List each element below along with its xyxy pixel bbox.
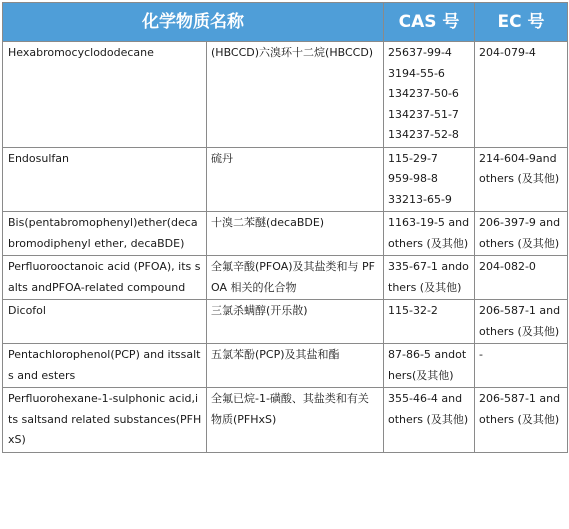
chinese-name-cell: 十溴二苯醚(decaBDE) — [207, 212, 384, 256]
table-row — [3, 212, 568, 256]
ec-number-cell: 214-604-9and others (及其他) — [475, 147, 568, 212]
cas-number-cell: 355-46-4 and others (及其他) — [384, 388, 475, 453]
table-row — [3, 147, 568, 212]
chinese-name-cell: 全氟已烷-1-磺酸、其盐类和有关物质(PFHxS) — [207, 388, 384, 453]
ec-number-cell: 206-397-9 andothers (及其他) — [475, 212, 568, 256]
chinese-name-cell: 三氯杀螨醇(开乐散) — [207, 300, 384, 344]
cas-number: 134237-50-6 — [388, 87, 459, 100]
english-name-cell: Hexabromocyclododecane — [3, 42, 207, 148]
english-name-cell: Perfluorooctanoic acid (PFOA), its salts andPFOA-related compound — [3, 256, 207, 300]
ec-number-cell: 204-079-4 — [475, 42, 568, 148]
header-cas-number: CAS 号 — [384, 3, 475, 42]
chinese-name-cell: (HBCCD)六溴环十二烷(HBCCD) — [207, 42, 384, 148]
cas-number-cell: 115-32-2 — [384, 300, 475, 344]
cas-number: 959-98-8 — [388, 172, 438, 185]
chinese-name-cell: 五氯苯酚(PCP)及其盐和酯 — [207, 344, 384, 388]
english-name-cell: Dicofol — [3, 300, 207, 344]
cas-number-cell: 335-67-1 andothers (及其他) — [384, 256, 475, 300]
chinese-name-cell: 全氟辛酸(PFOA)及其盐类和与 PFOA 相关的化合物 — [207, 256, 384, 300]
table-row — [3, 300, 568, 344]
english-name-cell: Endosulfan — [3, 147, 207, 212]
english-name-cell: Pentachlorophenol(PCP) and itssalts and esters — [3, 344, 207, 388]
ec-number-cell: 206-587-1 andothers (及其他) — [475, 388, 568, 453]
table-row — [3, 344, 568, 388]
cas-number: 115-29-7 — [388, 151, 438, 165]
cas-number: 134237-52-8 — [388, 128, 459, 141]
ec-number-cell: 204-082-0 — [475, 256, 568, 300]
table-row — [3, 388, 568, 453]
ec-number-cell: - — [475, 344, 568, 388]
cas-number: 25637-99-4 — [388, 46, 452, 59]
cas-number-cell: 1163-19-5 andothers (及其他) — [384, 212, 475, 256]
cas-number-cell: 87-86-5 andothers(及其他) — [384, 344, 475, 388]
cas-number: 33213-65-9 — [388, 192, 452, 206]
table-row — [3, 42, 568, 148]
table-header-row — [3, 3, 568, 42]
table-row — [3, 256, 568, 300]
cas-number-cell — [384, 42, 475, 148]
english-name-cell: Perfluorohexane-1-sulphonic acid,its saltsand related substances(PFHxS) — [3, 388, 207, 453]
chemical-substance-table — [2, 2, 568, 453]
cas-number: 134237-51-7 — [388, 107, 459, 121]
english-name-cell: Bis(pentabromophenyl)ether(decabromodiphenyl ether, decaBDE) — [3, 212, 207, 256]
header-ec-number: EC 号 — [475, 3, 568, 42]
header-substance-name: 化学物质名称 — [3, 3, 384, 42]
ec-number-cell: 206-587-1 andothers (及其他) — [475, 300, 568, 344]
cas-number-cell — [384, 147, 475, 212]
chinese-name-cell: 硫丹 — [207, 147, 384, 212]
cas-number: 3194-55-6 — [388, 66, 445, 80]
